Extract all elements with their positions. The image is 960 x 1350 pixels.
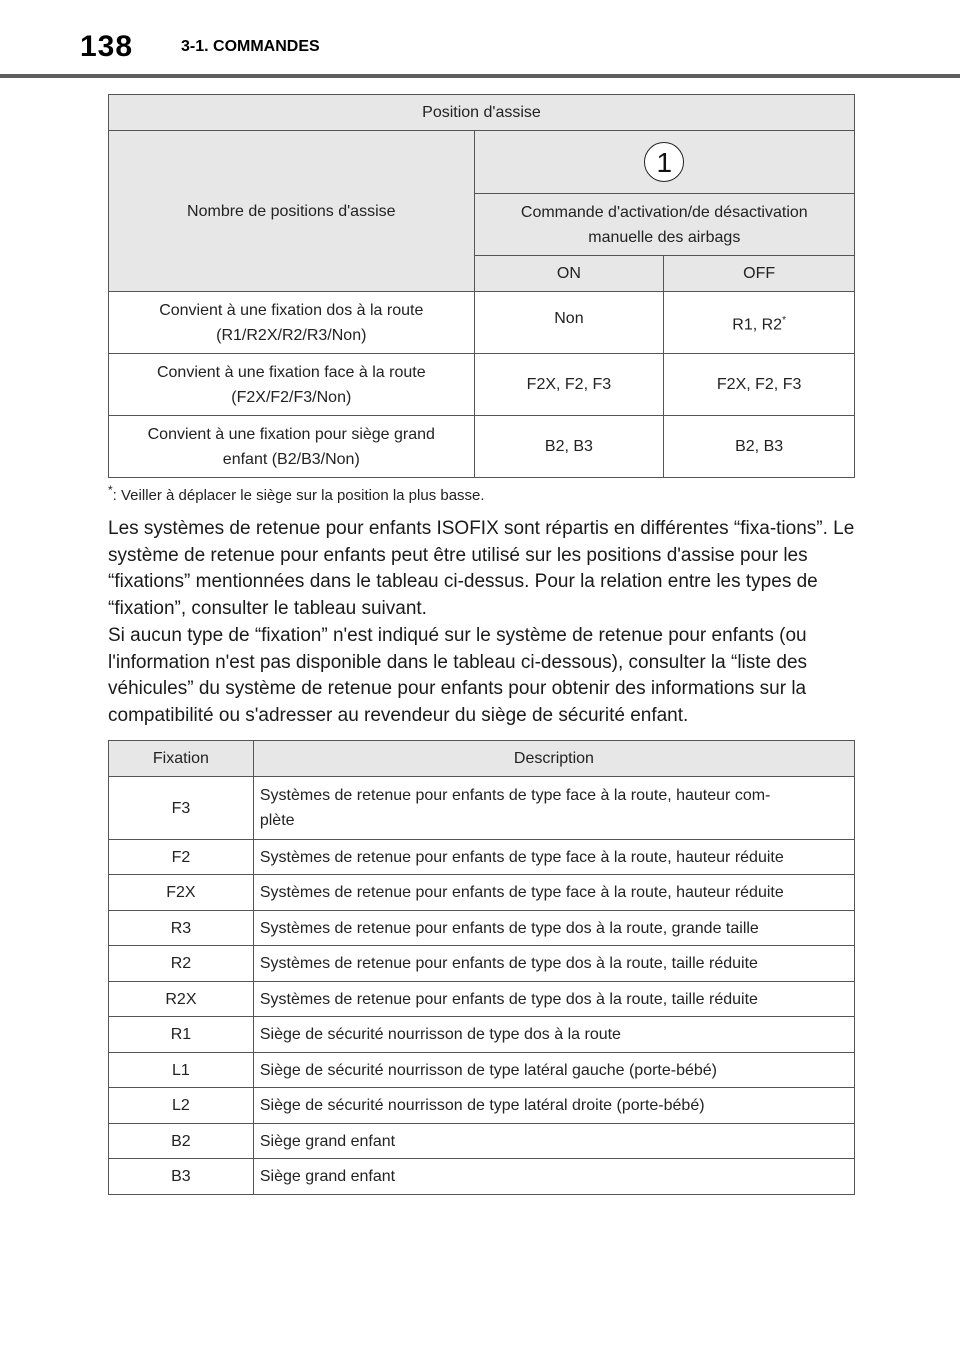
fixation-code: F2 xyxy=(109,840,254,875)
fixation-code: B3 xyxy=(109,1159,254,1195)
seating-position-table xyxy=(108,94,855,478)
fixation-code: R1 xyxy=(109,1017,254,1053)
fixation-type-line2: (F2X/F2/F3/Non) xyxy=(231,388,352,406)
fixation-code: R3 xyxy=(109,911,254,946)
fixation-type-line2: (R1/R2X/R2/R3/Non) xyxy=(216,326,367,344)
table-row xyxy=(109,946,855,982)
on-header: ON xyxy=(474,256,664,292)
fixation-column-header: Fixation xyxy=(109,741,254,777)
header-divider xyxy=(0,74,960,78)
on-value: F2X, F2, F3 xyxy=(474,354,664,416)
fixation-description: Siège de sécurité nourrisson de type dos à la route xyxy=(253,1017,854,1053)
fixation-type-cell xyxy=(109,354,475,416)
airbag-control-header xyxy=(474,194,854,256)
position-number-cell xyxy=(474,131,854,194)
fixation-code: R2X xyxy=(109,982,254,1017)
footnote-mark: * xyxy=(782,314,786,326)
section-title: 3-1. COMMANDES xyxy=(181,38,320,55)
body-text xyxy=(108,516,858,730)
fixation-type-cell xyxy=(109,416,475,478)
footnote-star: * xyxy=(108,483,113,497)
fixation-code: L2 xyxy=(109,1088,254,1124)
description-line1: Systèmes de retenue pour enfants de type face à la route, hauteur com- xyxy=(259,787,771,804)
table-row xyxy=(109,982,855,1017)
off-value: B2, B3 xyxy=(664,416,855,478)
fixation-type-line1: Convient à une fixation pour siège grand xyxy=(147,425,435,443)
table-row xyxy=(109,840,855,875)
position-1-badge: 1 xyxy=(644,142,684,182)
fixation-code: B2 xyxy=(109,1124,254,1159)
table-row xyxy=(109,354,855,416)
airbag-control-label-line2: manuelle des airbags xyxy=(588,228,741,246)
fixation-description: Siège de sécurité nourrisson de type latéral gauche (porte-bébé) xyxy=(253,1053,854,1088)
table-row xyxy=(109,416,855,478)
table-row xyxy=(109,1088,855,1124)
row-header: Nombre de positions d'assise xyxy=(109,131,475,292)
fixation-description: Systèmes de retenue pour enfants de type face à la route, hauteur réduite xyxy=(253,840,854,875)
page-number: 138 xyxy=(80,30,134,63)
table-row xyxy=(109,1159,855,1195)
table-title: Position d'assise xyxy=(109,95,855,131)
paragraph: Si aucun type de “fixation” n'est indiqué sur le système de retenue pour enfants (ou l'information n'est pas disponible dans le tableau ci-dessous), consulter la “liste des véhicules” du système de retenue pour enfants pour obtenir des informations sur la compatibilité ou s'adresser au revendeur du siège de sécurité enfant. xyxy=(108,624,808,726)
fixation-description: Systèmes de retenue pour enfants de type dos à la route, taille réduite xyxy=(253,982,854,1017)
paragraph: Les systèmes de retenue pour enfants ISOFIX sont répartis en différentes “fixa-tions”. Le système de retenue pour enfants peut être utilisé sur les positions d'assise pour les “fixations” mentionnées dans le tableau ci-dessus. Pour la relation entre les types de “fixation”, consulter le tableau suivant. xyxy=(108,518,855,620)
off-value: R1, R2 xyxy=(732,316,783,334)
fixation-code: L1 xyxy=(109,1053,254,1088)
fixation-type-line1: Convient à une fixation face à la route xyxy=(156,363,426,381)
footnote xyxy=(108,483,485,504)
fixation-description: Systèmes de retenue pour enfants de type dos à la route, grande taille xyxy=(253,911,854,946)
fixation-description: Siège grand enfant xyxy=(253,1124,854,1159)
page-header xyxy=(0,0,960,78)
table-row xyxy=(109,911,855,946)
off-header: OFF xyxy=(664,256,855,292)
fixation-code: R2 xyxy=(109,946,254,982)
fixation-code: F3 xyxy=(109,777,254,840)
fixation-description xyxy=(253,777,854,840)
fixation-description: Systèmes de retenue pour enfants de type face à la route, hauteur réduite xyxy=(253,875,854,911)
fixation-description: Siège de sécurité nourrisson de type latéral droite (porte-bébé) xyxy=(253,1088,854,1124)
footnote-text: : Veiller à déplacer le siège sur la position la plus basse. xyxy=(112,487,485,504)
fixation-description: Siège grand enfant xyxy=(253,1159,854,1195)
fixation-description: Systèmes de retenue pour enfants de type dos à la route, taille réduite xyxy=(253,946,854,982)
fixation-type-line1: Convient à une fixation dos à la route xyxy=(159,301,424,319)
fixation-type-line2: enfant (B2/B3/Non) xyxy=(222,450,360,468)
table-row xyxy=(109,875,855,911)
off-value-cell xyxy=(664,292,855,354)
fixation-code: F2X xyxy=(109,875,254,911)
on-value: Non xyxy=(474,292,664,354)
on-value: B2, B3 xyxy=(474,416,664,478)
fixation-description-table xyxy=(108,740,855,1195)
airbag-control-label-line1: Commande d'activation/de désactivation xyxy=(520,203,808,221)
table-row xyxy=(109,292,855,354)
table-row xyxy=(109,777,855,840)
table-row xyxy=(109,1053,855,1088)
fixation-type-cell xyxy=(109,292,475,354)
description-column-header: Description xyxy=(253,741,854,777)
table-row xyxy=(109,1124,855,1159)
off-value: F2X, F2, F3 xyxy=(664,354,855,416)
table-row xyxy=(109,1017,855,1053)
description-line2: plète xyxy=(259,812,295,829)
